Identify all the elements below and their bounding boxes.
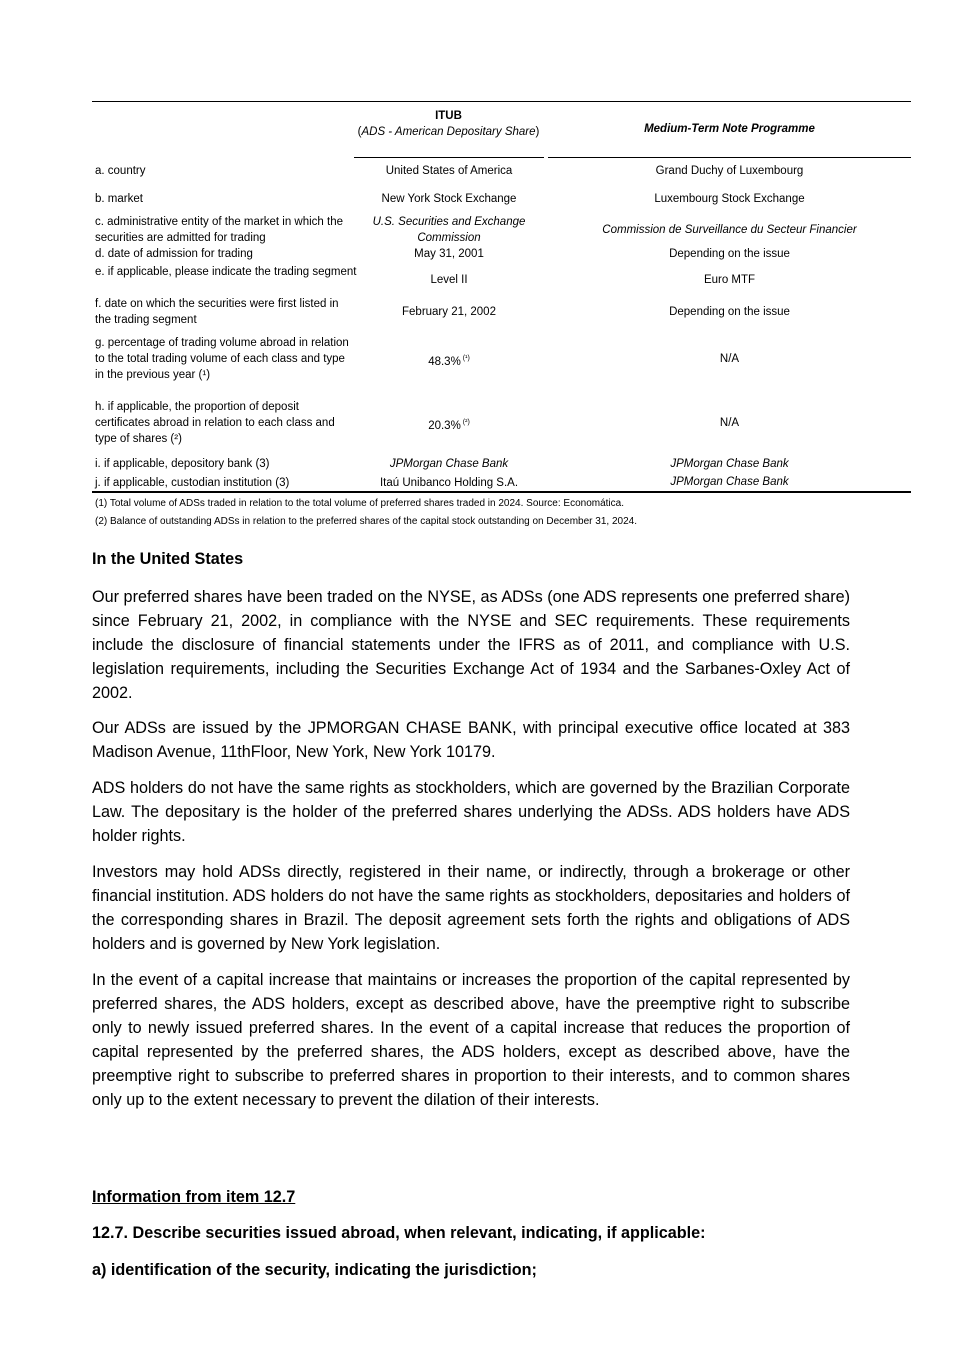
row-value-mtn: Commission de Surveillance du Secteur Financier [602, 224, 857, 236]
row-label: j. if applicable, custodian institution (3) [95, 477, 290, 489]
table-top-rule [92, 101, 911, 102]
column-header-itub-close: ) [535, 126, 540, 138]
row-value-itub [354, 351, 544, 370]
column-header-itub-open: ( [357, 126, 362, 138]
paragraph-text: Our preferred shares have been traded on the NYSE, as ADSs (one ADS represents one preferred share) since February 21, 2002, in compliance with the NYSE and SEC requirements. These requirements include the disclosure of financial statements under the IFRS as of 2011, and compliance with U.S. legislation requirements, including the Securities Exchange Act of 1934 and the Sarbanes-Oxley Act of 2002. [92, 588, 850, 702]
table-bottom-rule [92, 491, 911, 493]
row-label: i. if applicable, depository bank (3) [95, 458, 270, 470]
row-label: c. administrative entity of the market in which the securities are admitted for trading [95, 216, 343, 244]
row-label: f. date on which the securities were first listed in the trading segment [95, 298, 339, 326]
row-value-itub: JPMorgan Chase Bank [389, 458, 509, 470]
row-label: b. market [95, 193, 143, 205]
paragraph [92, 716, 850, 764]
table-footnote-2: (2) Balance of outstanding ADSs in relation to the preferred shares of the capital stock outstanding on December 31, 2024. [95, 516, 637, 527]
row-value-mtn: Grand Duchy of Luxembourg [655, 165, 804, 177]
row-value-itub-footnote: (¹) [462, 355, 470, 362]
column-header-itub-subtitle: ADS - American Depositary Share [361, 126, 536, 138]
row-value-mtn: Luxembourg Stock Exchange [654, 193, 805, 205]
row-value-itub: Level II [430, 274, 468, 286]
row-value-itub: Itaú Unibanco Holding S.A. [379, 477, 519, 489]
row-value-mtn: Euro MTF [703, 274, 756, 286]
column-header-itub-title: ITUB [435, 110, 462, 122]
row-value-itub [354, 415, 544, 434]
paragraph [92, 776, 850, 848]
row-value-mtn: Depending on the issue [669, 248, 790, 260]
row-value-itub-number: 20.3% [428, 420, 461, 432]
paragraph-text: Investors may hold ADSs directly, registered in their name, or indirectly, through a brokerage or other financial institution. ADS holders do not have the same rights as stockholders, depositaries and holders of the corresponding shares in Brazil. The deposit agreement sets forth the rights and obligations of ADS holders and is governed by New York legislation. [92, 863, 850, 953]
row-value-mtn: Depending on the issue [669, 306, 790, 318]
row-value-mtn: JPMorgan Chase Bank [670, 476, 789, 488]
info-heading: Information from item 12.7 [92, 1188, 296, 1206]
section-heading: In the United States [92, 550, 244, 568]
paragraph-text: ADS holders do not have the same rights as stockholders, which are governed by the Brazilian Corporate Law. The depositary is the holder of the preferred shares underlying the ADSs. ADS holders have ADS holder rights. [92, 779, 850, 845]
paragraph [92, 968, 850, 1112]
row-value-itub: February 21, 2002 [402, 306, 496, 318]
paragraph [92, 860, 850, 956]
row-label: d. date of admission for trading [95, 248, 253, 260]
row-value-itub: U.S. Securities and Exchange Commission [372, 216, 526, 244]
paragraph-text: In the event of a capital increase that maintains or increases the proportion of the capital represented by preferred shares, the ADS holders, except as described above, have the preemptive right to subscribe only to newly issued preferred shares. In the event of a capital increase that reduces the proportion of capital represented by the preferred shares, the ADS holders, except as described above, have the preemptive right to subscribe to preferred shares in proportion to their interests, and to common shares only up to the extent necessary to prevent the dilation of their interests. [92, 971, 850, 1109]
header-rule-col1 [354, 157, 544, 158]
row-value-itub: New York Stock Exchange [381, 193, 517, 205]
row-value-mtn: N/A [719, 353, 740, 365]
row-label: a. country [95, 165, 146, 177]
row-value-itub-footnote: (²) [462, 419, 470, 426]
row-label: g. percentage of trading volume abroad in relation to the total trading volume of each class and type in the previous year (¹) [95, 337, 349, 381]
row-label: h. if applicable, the proportion of deposit certificates abroad in relation to each class and type of shares (²) [95, 401, 335, 445]
header-rule-col2 [548, 157, 911, 158]
row-value-itub-number: 48.3% [428, 356, 461, 368]
row-value-itub: United States of America [385, 165, 513, 177]
table-footnote-1: (1) Total volume of ADSs traded in relation to the total volume of preferred shares traded in 2024. Source: Economática. [95, 498, 624, 509]
info-item-a: a) identification of the security, indicating the jurisdiction; [92, 1261, 537, 1279]
row-label: e. if applicable, please indicate the trading segment [95, 266, 357, 278]
row-value-mtn: JPMorgan Chase Bank [670, 458, 789, 470]
column-header-itub [355, 108, 542, 140]
column-header-mtn: Medium-Term Note Programme [644, 123, 815, 135]
row-value-mtn: N/A [719, 417, 740, 429]
paragraph [92, 585, 850, 705]
info-question: 12.7. Describe securities issued abroad, when relevant, indicating, if applicable: [92, 1224, 706, 1242]
paragraph-text: Our ADSs are issued by the JPMORGAN CHASE BANK, with principal executive office located at 383 Madison Avenue, 11thFloor, New York, New York 10179. [92, 719, 850, 761]
row-value-itub: May 31, 2001 [414, 248, 484, 260]
